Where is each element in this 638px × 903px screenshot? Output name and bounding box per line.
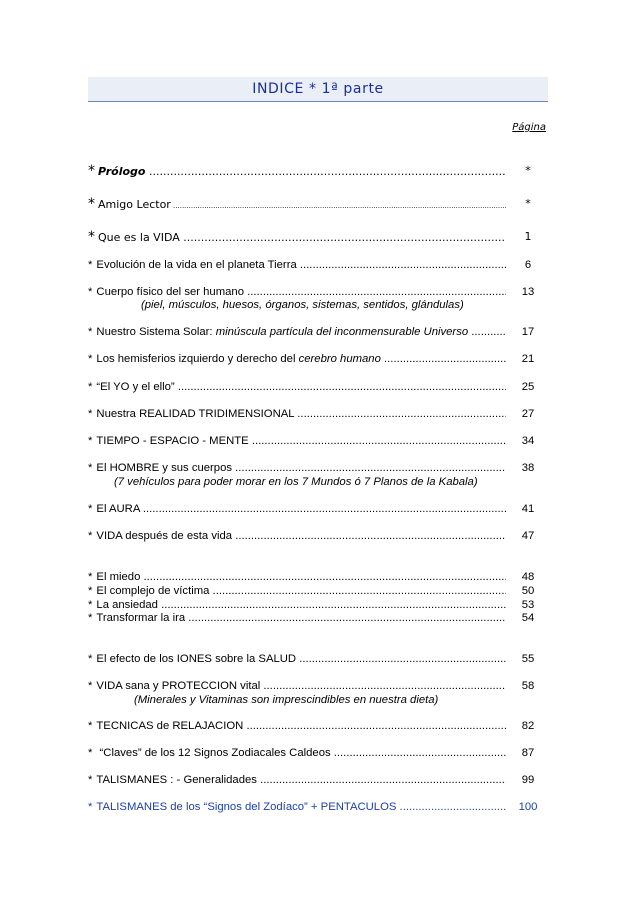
toc-entry-text: VIDA después de esta vida (96, 530, 233, 542)
toc-entry[interactable] (88, 352, 548, 366)
toc-entry-text-italic: minúscula partícula del inconmensurable Universo (215, 326, 469, 338)
bullet: * (88, 774, 93, 786)
bullet: * (88, 530, 93, 542)
toc-entry-text: Prólogo (98, 165, 146, 178)
toc-entry-lead (88, 529, 506, 543)
toc-entry-page: 17 (521, 326, 535, 338)
toc-entry-text: Amigo Lector (98, 198, 171, 211)
toc-entry-lead (88, 502, 506, 516)
toc-entry-lead (88, 164, 506, 179)
toc-entry-lead (88, 584, 506, 598)
toc-entry-text: “El YO y el ello” (96, 381, 175, 393)
toc-entry-text: Nuestra REALIDAD TRIDIMENSIONAL (96, 408, 295, 420)
toc-entry-page: 27 (521, 408, 535, 420)
bullet: * (88, 326, 93, 338)
toc-entry-text: TALISMANES de los “Signos del Zodíaco” + PENTACULOS (96, 801, 397, 813)
toc-entry[interactable] (88, 407, 548, 421)
toc-entry-lead (88, 325, 506, 339)
toc-entry-lead (88, 197, 506, 213)
bullet: * (88, 408, 93, 420)
toc-entry-page: 47 (521, 530, 535, 542)
toc-entry-page: 25 (521, 381, 535, 393)
toc-entry[interactable] (88, 502, 548, 516)
bullet: * (88, 259, 93, 271)
toc-entry-text: La ansiedad (96, 599, 158, 611)
toc-entry[interactable] (88, 584, 548, 598)
toc-entry-text-italic: cerebro humano (298, 353, 381, 365)
bullet: * (88, 612, 93, 624)
toc-entry[interactable] (88, 325, 548, 339)
toc-entry[interactable] (88, 570, 548, 584)
toc-entry-page: 13 (521, 286, 535, 298)
title-bar (88, 77, 548, 102)
bullet: * (88, 801, 93, 813)
bullet: * (88, 462, 93, 474)
toc-entry-page: 87 (521, 747, 535, 759)
toc-entry-lead (88, 407, 506, 421)
toc-entry[interactable] (88, 679, 548, 693)
toc-entry-text: “Claves” de los 12 Signos Zodiacales Caldeos (96, 747, 331, 759)
toc-entry-page: 1 (524, 230, 532, 243)
toc-entry[interactable] (88, 230, 548, 244)
toc-entry[interactable] (88, 461, 548, 475)
toc-entry-text: VIDA sana y PROTECCION vital (96, 680, 261, 692)
toc-entry-page: 82 (521, 720, 535, 732)
toc-entry-lead (88, 679, 506, 693)
toc-entry-page: 53 (521, 599, 535, 611)
toc-entry-page: 21 (521, 353, 535, 365)
bullet: * (88, 435, 93, 447)
toc-entry[interactable] (88, 529, 548, 543)
toc-entry[interactable] (88, 611, 548, 625)
toc-entry-lead (88, 461, 506, 475)
bullet: * (88, 197, 95, 212)
bullet: * (88, 680, 93, 692)
toc-entry-lead (88, 352, 506, 366)
toc-entry-text: El complejo de víctima (96, 585, 210, 597)
toc-entry-lead (88, 773, 506, 787)
toc-entry-page: 58 (521, 680, 535, 692)
toc-entry-subtitle: (piel, músculos, huesos, órganos, sistemas, sentidos, glándulas) (141, 299, 464, 311)
toc-entry[interactable] (88, 800, 548, 814)
toc-entry-text: TECNICAS de RELAJACION (96, 720, 244, 732)
toc-entry-lead (88, 719, 506, 733)
toc-entry-lead (88, 598, 506, 612)
toc-entry[interactable] (88, 598, 548, 612)
bullet: * (88, 585, 93, 597)
toc-entry-text: El efecto de los IONES sobre la SALUD (96, 653, 297, 665)
bullet: * (88, 747, 93, 759)
bullet: * (88, 599, 93, 611)
toc-entry-page: 41 (521, 503, 535, 515)
toc-entry-text: El AURA (96, 503, 140, 515)
toc-entry[interactable] (88, 380, 548, 394)
toc-entry[interactable] (88, 285, 548, 299)
toc-entry-text: Cuerpo físico del ser humano (96, 286, 244, 298)
toc-entry-text: TALISMANES : - Generalidades (96, 774, 257, 786)
bullet: * (88, 164, 95, 179)
toc-entry-text: TIEMPO - ESPACIO - MENTE (96, 435, 249, 447)
bullet: * (88, 230, 95, 245)
toc-entry-lead (88, 800, 506, 814)
toc-entry-lead (88, 570, 506, 584)
toc-entry-text: Nuestro Sistema Solar: (96, 326, 216, 338)
toc-entry[interactable] (88, 434, 548, 448)
bullet: * (88, 571, 93, 583)
bullet: * (88, 653, 93, 665)
bullet: * (88, 353, 93, 365)
toc-entry-text: Los hemisferios izquierdo y derecho del (96, 353, 299, 365)
toc-entry[interactable] (88, 773, 548, 787)
toc-entry-subtitle: (Minerales y Vitaminas son imprescindibles en nuestra dieta) (134, 694, 439, 706)
toc-entry-page: 99 (521, 774, 535, 786)
page-column-label: Página (512, 122, 546, 133)
toc-entry-page: 100 (518, 801, 538, 813)
toc-entry[interactable] (88, 164, 548, 178)
bullet: * (88, 503, 93, 515)
toc-entry-page: 50 (521, 585, 535, 597)
toc-entry-text: Transformar la ira (96, 612, 186, 624)
toc-entry-page: 38 (521, 462, 535, 474)
toc-entry-lead (88, 434, 506, 448)
toc-entry-lead (88, 652, 506, 666)
toc-entry-text: El HOMBRE y sus cuerpos (96, 462, 233, 474)
toc-entry-page: 48 (521, 571, 535, 583)
page-title: INDICE * 1ª parte (252, 81, 384, 97)
toc-entry-lead (88, 285, 506, 299)
toc-entry-lead (88, 380, 506, 394)
toc-entry[interactable] (88, 258, 548, 272)
toc-entry[interactable] (88, 746, 548, 760)
toc-entry-text: Evolución de la vida en el planeta Tierra (96, 259, 297, 271)
toc-entry-subtitle: (7 vehículos para poder morar en los 7 Mundos ó 7 Planos de la Kabala) (114, 476, 478, 488)
toc-entry-page: * (525, 164, 531, 177)
toc-entry[interactable] (88, 719, 548, 733)
toc-entry[interactable] (88, 652, 548, 666)
toc-entry-page: 54 (521, 612, 535, 624)
toc-entry[interactable] (88, 197, 548, 211)
toc-entry-lead (88, 258, 506, 272)
toc-entry-text: Que es la VIDA (98, 231, 180, 244)
bullet: * (88, 381, 93, 393)
toc-entry-lead (88, 611, 506, 625)
toc-entry-lead (88, 230, 506, 245)
bullet: * (88, 720, 93, 732)
toc-entry-page: 34 (521, 435, 535, 447)
toc-entry-page: 55 (521, 653, 535, 665)
toc-entry-text: El miedo (96, 571, 141, 583)
toc-entry-lead (88, 746, 506, 760)
bullet: * (88, 286, 93, 298)
toc-entry-page: 6 (524, 259, 532, 271)
toc-entry-page: * (525, 197, 531, 210)
